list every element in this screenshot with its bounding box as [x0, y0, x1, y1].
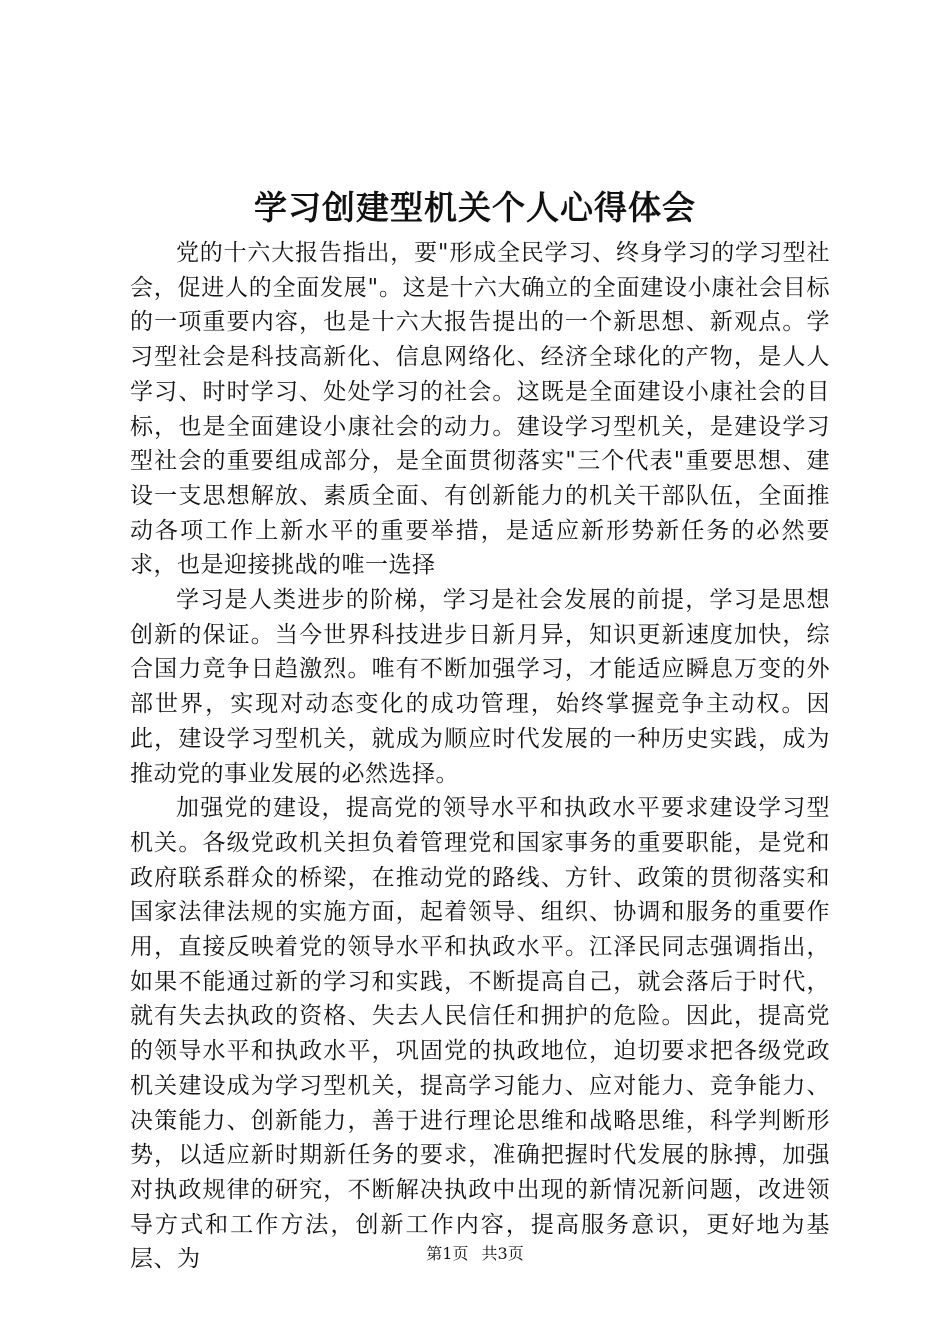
- document-title: 学习创建型机关个人心得体会: [254, 188, 696, 227]
- paragraph-2: 学习是人类进步的阶梯，学习是社会发展的前提，学习是思想创新的保证。当今世界科技进步日新月异，知识更新速度加快，综合国力竞争日趋激烈。唯有不断加强学习，才能适应瞬息万变的外部世界，实现对动态变化的成功管理，始终掌握竞争主动权。因此，建设学习型机关，就成为顺应时代发展的一种历史实践，成为推动党的事业发展的必然选择。: [130, 587, 830, 787]
- page-total: 共3页: [481, 1244, 524, 1263]
- page-footer: [0, 1244, 950, 1264]
- document-body: [130, 236, 830, 1277]
- paragraph-1: 党的十六大报告指出，要"形成全民学习、终身学习的学习型社会，促进人的全面发展"。这是十六大确立的全面建设小康社会目标的一项重要内容，也是十六大报告提出的一个新思想、新观点。学习型社会是科技高新化、信息网络化、经济全球化的产物，是人人学习、时时学习、处处学习的社会。这既是全面建设小康社会的目标，也是全面建设小康社会的动力。建设学习型机关，是建设学习型社会的重要组成部分，是全面贯彻落实"三个代表"重要思想、建设一支思想解放、素质全面、有创新能力的机关干部队伍，全面推动各项工作上新水平的重要举措，是适应新形势新任务的必然要求，也是迎接挑战的唯一选择: [130, 240, 830, 579]
- paragraph-3: 加强党的建设，提高党的领导水平和执政水平要求建设学习型机关。各级党政机关担负着管理党和国家事务的重要职能，是党和政府联系群众的桥梁，在推动党的路线、方针、政策的贯彻落实和国家法律法规的实施方面，起着领导、组织、协调和服务的重要作用，直接反映着党的领导水平和执政水平。江泽民同志强调指出，如果不能通过新的学习和实践，不断提高自己，就会落后于时代，就有失去执政的资格、失去人民信任和拥护的危险。因此，提高党的领导水平和执政水平，巩固党的执政地位，迫切要求把各级党政机关建设成为学习型机关，提高学习能力、应对能力、竞争能力、决策能力、创新能力，善于进行理论思维和战略思维，科学判断形势，以适应新时期新任务的要求，准确把握时代发展的脉搏，加强对执政规律的研究，不断解决执政中出现的新情况新问题，改进领导方式和工作方法，创新工作内容，提高服务意识，更好地为基层、为: [130, 795, 830, 1273]
- page-number: 第1页: [426, 1244, 469, 1263]
